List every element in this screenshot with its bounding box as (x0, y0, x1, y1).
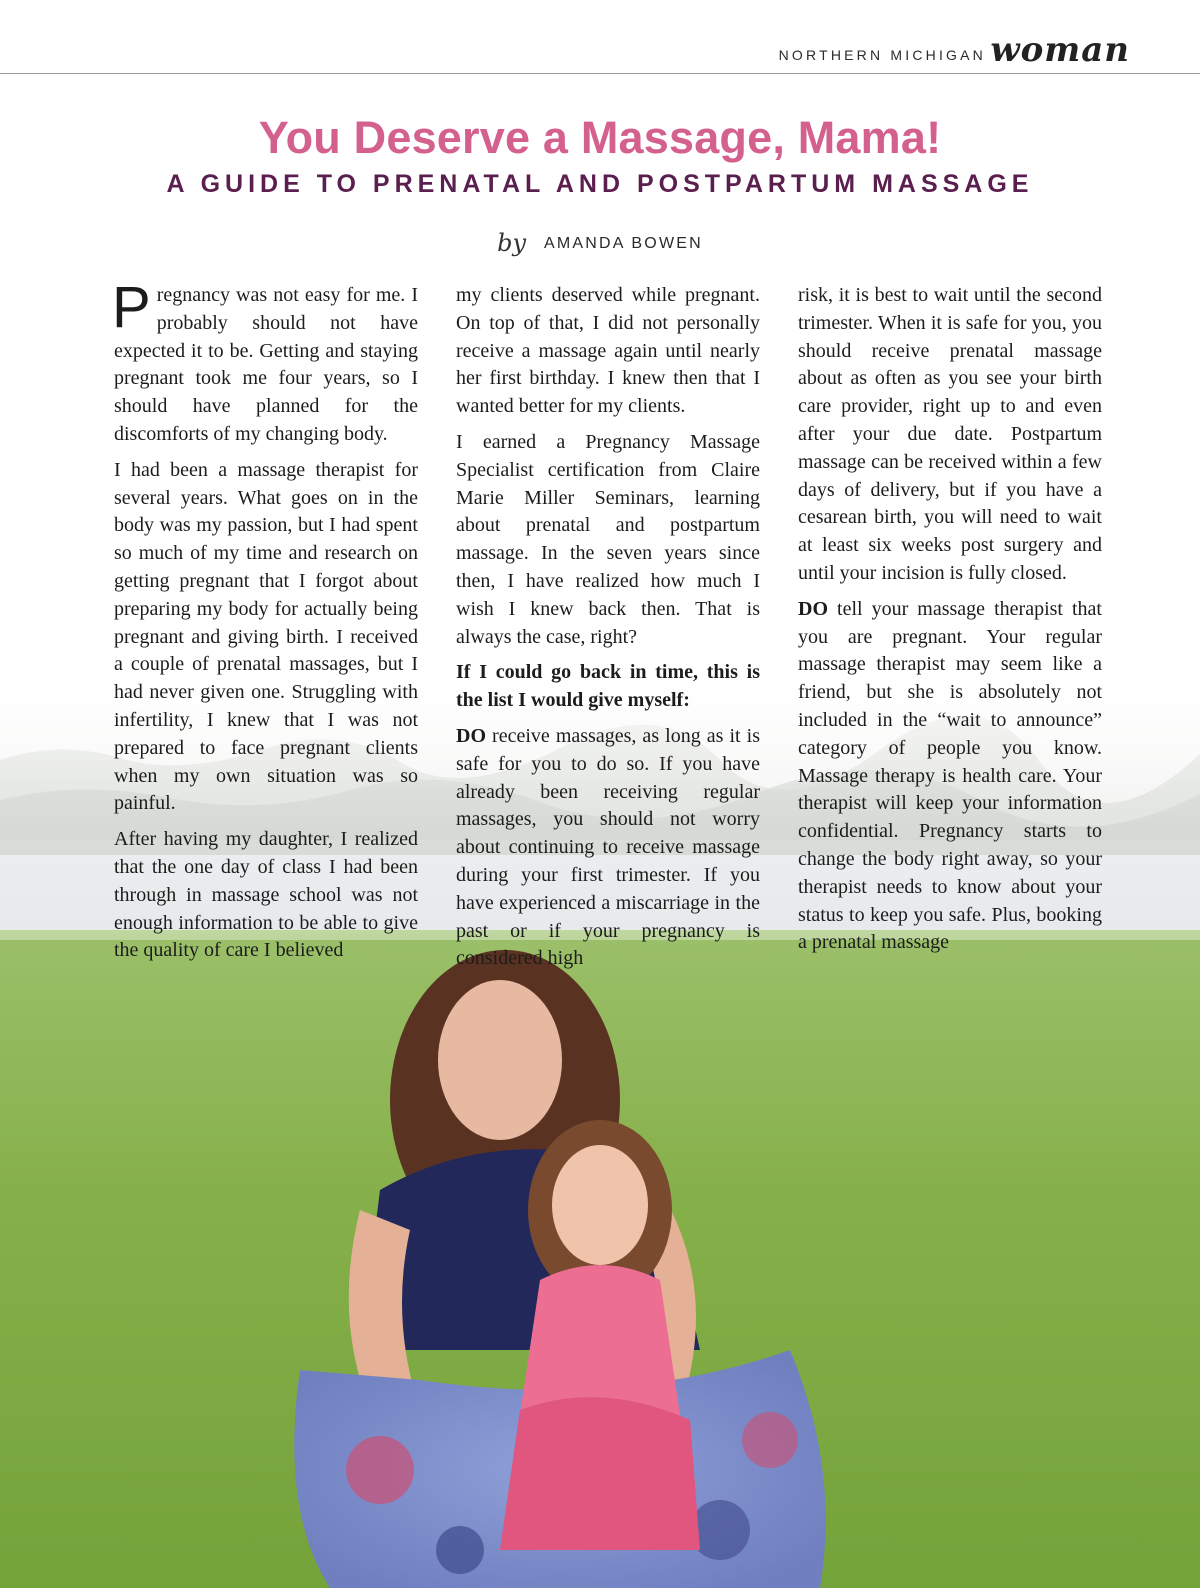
paragraph: my clients deserved while pregnant. On top of that, I did not personally receive a massage again until nearly her first birthday. I knew then that I wanted better for my clients. (456, 284, 760, 418)
author-name: AMANDA BOWEN (544, 235, 703, 252)
masthead (0, 0, 1200, 74)
paragraph (112, 275, 418, 449)
do-lead: DO (798, 597, 828, 620)
article-subtitle: A GUIDE TO PRENATAL AND POSTPARTUM MASSAGE (166, 170, 1034, 198)
paragraph-text: tell your massage therapist that you are pregnant. Your regular massage therapist may seem like a friend, but she is absolutely not included in the “wait to announce” category of people you know. Massage therapy is health care. Your therapist will keep your information confidential. Pregnancy starts to change the body right away, so your therapist needs to know about your status to keep you safe. Plus, booking a prenatal massage (798, 597, 1102, 954)
brand-logo: woman (990, 30, 1130, 70)
paragraph-text: regnancy was not easy for me. I probably should not have expected it to be. Getting and staying pregnant took me four years, so I should have planned for the discomforts of my changing body. (114, 284, 418, 445)
article-column-3 (798, 282, 1102, 965)
paragraph: I earned a Pregnancy Massage Specialist certification from Claire Marie Miller Seminars, learning about prenatal and postpartum massage. In the seven years since then, I have realized how much I wish I knew back then. That is always the case, right? (456, 430, 760, 648)
article-title: You Deserve a Massage, Mama! (258, 112, 942, 163)
paragraph: risk, it is best to wait until the second trimester. When it is safe for you, you should receive prenatal massage about as often as you see your birth care provider, right up to and even after your due date. Postpartum massage can be received within a few days of delivery, but if you have a cesarean birth, you will need to wait at least six weeks post surgery and until your incision is fully closed. (798, 284, 1102, 584)
list-intro-heading: If I could go back in time, this is the list I would give myself: (456, 661, 760, 712)
byline-prefix: by (497, 229, 527, 257)
paragraph (798, 596, 1102, 957)
paragraph (456, 723, 760, 973)
byline (0, 226, 1200, 257)
article-column-1 (112, 275, 418, 973)
paragraph: I had been a massage therapist for several years. What goes on in the body was my passion, but I had spent so much of my time and research on getting pregnant that I forgot about preparing my body for actually being pregnant and giving birth. I received a couple of prenatal massages, but I had never given one. Struggling with infertility, I knew that I was not prepared to face pregnant clients when my own situation was so painful. (114, 458, 418, 815)
do-lead: DO (456, 724, 486, 747)
publication-name: NORTHERN MICHIGAN (778, 47, 986, 63)
paragraph: After having my daughter, I realized that the one day of class I had been through in massage school was not enough information to be able to give the quality of care I believed (114, 828, 418, 962)
drop-cap: P (112, 275, 151, 340)
article-column-2 (456, 282, 760, 981)
paragraph-text: receive massages, as long as it is safe for you to do so. If you have already been receiving regular massages, you should not worry about continuing to receive massage during your first trimester. If you have experienced a miscarriage in the past or if your pregnancy is considered high (456, 724, 760, 970)
